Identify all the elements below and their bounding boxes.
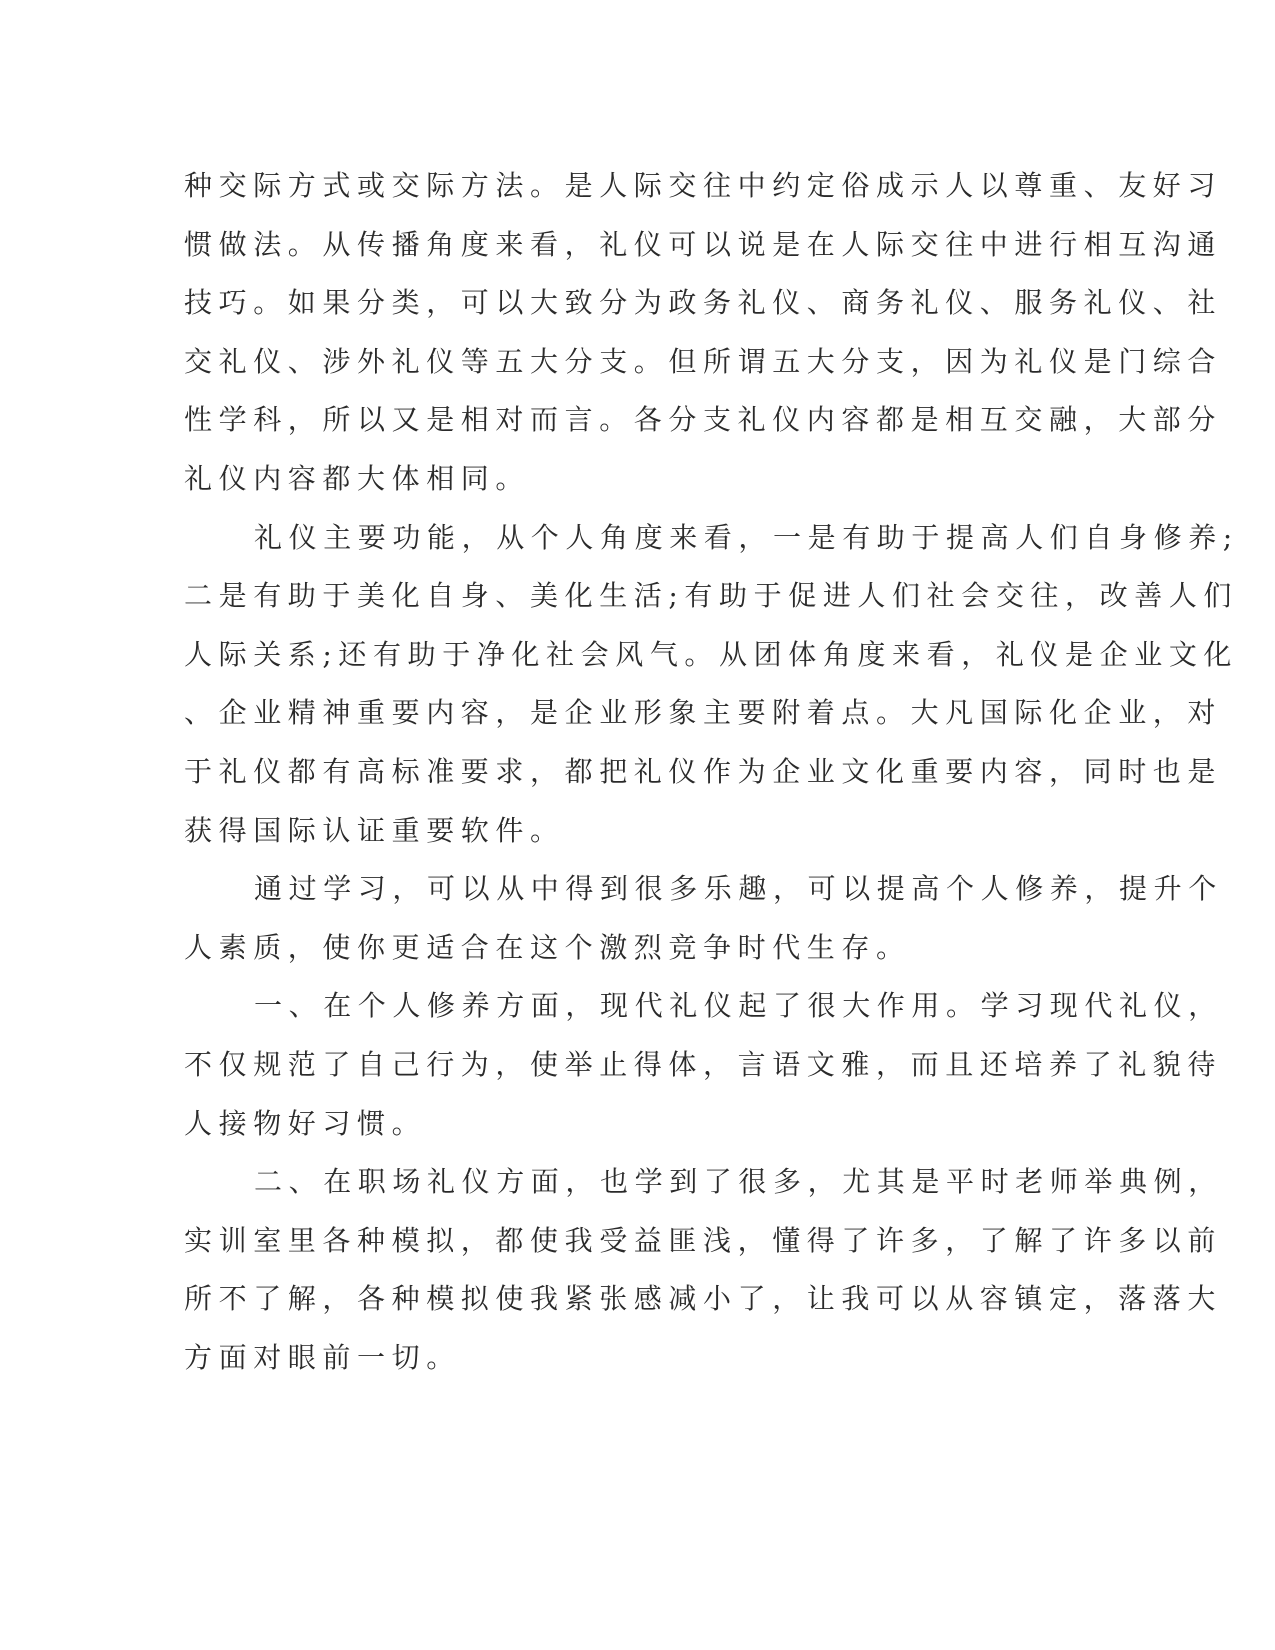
text-line: 通过学习，可以从中得到很多乐趣，可以提高个人修养，提升个 xyxy=(254,872,1223,906)
text-line: 礼仪主要功能，从个人角度来看，一是有助于提高人们自身修养; xyxy=(254,520,1239,554)
body-text xyxy=(184,157,1239,1387)
text-line: 一、在个人修养方面，现代礼仪起了很大作用。学习现代礼仪， xyxy=(254,989,1223,1023)
text-line: 二、在职场礼仪方面，也学到了很多，尤其是平时老师举典例， xyxy=(254,1165,1223,1199)
text-line: 技巧。如果分类，可以大致分为政务礼仪、商务礼仪、服务礼仪、社 xyxy=(184,286,1223,320)
text-line: 于礼仪都有高标准要求，都把礼仪作为企业文化重要内容，同时也是 xyxy=(184,754,1223,788)
text-line: 礼仪内容都大体相同。 xyxy=(184,461,531,495)
text-line: 二是有助于美化自身、美化生活;有助于促进人们社会交往，改善人们 xyxy=(184,579,1239,613)
text-line: 人接物好习惯。 xyxy=(184,1106,427,1140)
text-line: 获得国际认证重要软件。 xyxy=(184,813,565,847)
text-line: 惯做法。从传播角度来看，礼仪可以说是在人际交往中进行相互沟通 xyxy=(184,227,1223,261)
text-line: 交礼仪、涉外礼仪等五大分支。但所谓五大分支，因为礼仪是门综合 xyxy=(184,344,1223,378)
text-line: 方面对眼前一切。 xyxy=(184,1340,461,1374)
text-line: 人际关系;还有助于净化社会风气。从团体角度来看，礼仪是企业文化 xyxy=(184,637,1239,671)
text-line: 性学科，所以又是相对而言。各分支礼仪内容都是相互交融，大部分 xyxy=(184,403,1223,437)
text-line: 不仅规范了自己行为，使举止得体，言语文雅，而且还培养了礼貌待 xyxy=(184,1047,1223,1081)
text-line: 实训室里各种模拟，都使我受益匪浅，懂得了许多，了解了许多以前 xyxy=(184,1223,1223,1257)
text-line: 种交际方式或交际方法。是人际交往中约定俗成示人以尊重、友好习 xyxy=(184,169,1223,202)
text-line: 、企业精神重要内容，是企业形象主要附着点。大凡国际化企业，对 xyxy=(184,696,1223,730)
text-line: 人素质，使你更适合在这个激烈竞争时代生存。 xyxy=(184,930,911,964)
text-line: 所不了解，各种模拟使我紧张感减小了，让我可以从容镇定，落落大 xyxy=(184,1282,1223,1316)
